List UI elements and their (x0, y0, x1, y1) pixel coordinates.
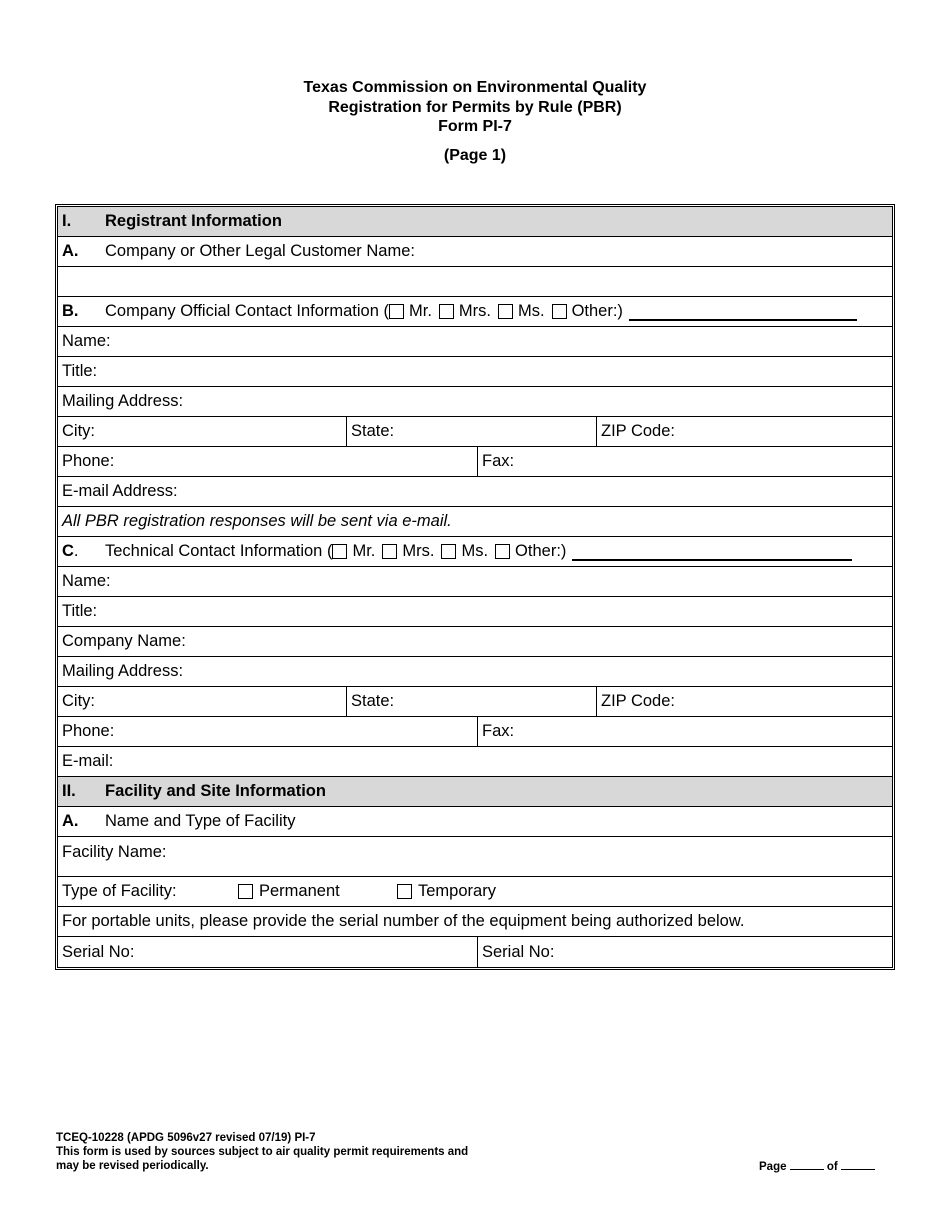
technical-ms-checkbox[interactable] (441, 544, 456, 559)
technical-mr-label: Mr. (352, 542, 376, 560)
technical-phone-field[interactable] (58, 717, 477, 746)
portable-note-row (58, 907, 892, 937)
technical-mr-checkbox[interactable] (332, 544, 347, 559)
section-1-number: I. (62, 212, 72, 230)
subsection-c-letter: C. (62, 542, 79, 560)
email-note-row (58, 507, 892, 537)
official-other-checkbox[interactable] (552, 304, 567, 319)
section-2-number: II. (62, 782, 76, 800)
technical-zip-label: ZIP Code: (601, 692, 675, 710)
subsection-a-row (58, 237, 892, 267)
technical-company-row[interactable] (58, 627, 892, 657)
official-mr-checkbox[interactable] (389, 304, 404, 319)
technical-mailing-label: Mailing Address: (62, 662, 184, 680)
technical-mrs-label: Mrs. (402, 542, 435, 560)
technical-title-label: Title: (62, 602, 98, 620)
form-header (0, 78, 950, 165)
technical-fax-field[interactable] (477, 717, 892, 746)
technical-city-state-zip-row (58, 687, 892, 717)
registration-form (55, 204, 895, 970)
footer-note-2: may be revised periodically. (56, 1160, 209, 1172)
technical-other-checkbox[interactable] (495, 544, 510, 559)
facility-type-row (58, 877, 892, 907)
temporary-label: Temporary (418, 882, 496, 900)
form-footer (56, 1131, 468, 1173)
facility-name-row[interactable] (58, 837, 892, 877)
page-count (759, 1159, 875, 1173)
technical-other-label: Other:) (515, 542, 567, 560)
technical-name-label: Name: (62, 572, 111, 590)
serial-no-2-label: Serial No: (482, 942, 555, 961)
footer-note-1: This form is used by sources subject to air quality permit requirements and (56, 1146, 469, 1158)
technical-city-field[interactable] (58, 687, 346, 716)
page-indicator: (Page 1) (443, 146, 507, 164)
section-2-subsection-a-row (58, 807, 892, 837)
facility-type-label: Type of Facility: (62, 882, 177, 900)
official-state-label: State: (351, 422, 395, 440)
temporary-checkbox[interactable] (397, 884, 412, 899)
section-2-title: Facility and Site Information (105, 782, 326, 800)
official-ms-label: Ms. (517, 302, 545, 320)
page-total-blank[interactable] (841, 1159, 875, 1170)
page-number-blank[interactable] (790, 1159, 824, 1170)
official-email-row[interactable] (58, 477, 892, 507)
official-fax-field[interactable] (477, 447, 892, 476)
official-ms-checkbox[interactable] (498, 304, 513, 319)
official-name-row[interactable] (58, 327, 892, 357)
section-2-header (58, 777, 892, 807)
section-1-header (58, 207, 892, 237)
official-phone-label: Phone: (62, 452, 115, 470)
official-phone-field[interactable] (58, 447, 477, 476)
subsection-c-row (58, 537, 892, 567)
form-code: TCEQ-10228 (APDG 5096v27 revised 07/19) PI-7 (56, 1132, 316, 1144)
official-contact-label: Company Official Contact Information ( (105, 302, 389, 320)
official-mailing-label: Mailing Address: (62, 392, 184, 410)
technical-city-label: City: (62, 692, 95, 710)
technical-mailing-row[interactable] (58, 657, 892, 687)
page-label: Page (759, 1161, 787, 1173)
technical-title-row[interactable] (58, 597, 892, 627)
agency-title: Texas Commission on Environmental Quality (303, 79, 647, 96)
technical-state-label: State: (351, 692, 395, 710)
technical-company-label: Company Name: (62, 632, 186, 650)
section-1-title: Registrant Information (105, 212, 282, 230)
of-label: of (826, 1161, 838, 1173)
official-zip-field[interactable] (596, 417, 892, 446)
technical-mrs-checkbox[interactable] (382, 544, 397, 559)
technical-email-label: E-mail: (62, 752, 114, 770)
facility-type-heading: Name and Type of Facility (105, 812, 296, 830)
permanent-checkbox[interactable] (238, 884, 253, 899)
form-number: Form PI-7 (438, 118, 512, 135)
official-city-field[interactable] (58, 417, 346, 446)
technical-state-field[interactable] (346, 687, 596, 716)
customer-name-field[interactable] (58, 267, 892, 297)
official-title-row[interactable] (58, 357, 892, 387)
official-email-label: E-mail Address: (62, 482, 178, 500)
serial-no-1-label: Serial No: (62, 942, 135, 961)
technical-zip-field[interactable] (596, 687, 892, 716)
official-title-label: Title: (62, 362, 98, 380)
technical-fax-label: Fax: (482, 722, 515, 740)
section-2-subsection-a-letter: A. (62, 812, 79, 830)
email-note: All PBR registration responses will be sent via e-mail. (62, 512, 452, 530)
official-mr-label: Mr. (408, 302, 432, 320)
technical-contact-label: Technical Contact Information ( (105, 542, 333, 560)
facility-name-label: Facility Name: (62, 842, 167, 861)
official-mrs-checkbox[interactable] (439, 304, 454, 319)
technical-email-row[interactable] (58, 747, 892, 777)
technical-other-blank[interactable] (572, 543, 852, 561)
serial-no-1-field[interactable] (58, 937, 477, 967)
serial-no-2-field[interactable] (477, 937, 892, 967)
customer-name-label: Company or Other Legal Customer Name: (105, 242, 415, 260)
official-phone-fax-row (58, 447, 892, 477)
subsection-b-row (58, 297, 892, 327)
subsection-b-letter: B. (62, 302, 79, 320)
official-zip-label: ZIP Code: (601, 422, 675, 440)
form-subtitle: Registration for Permits by Rule (PBR) (328, 98, 622, 116)
subsection-a-letter: A. (62, 242, 79, 260)
official-fax-label: Fax: (482, 452, 515, 470)
official-mrs-label: Mrs. (458, 302, 491, 320)
official-other-label: Other:) (571, 302, 623, 320)
serial-row (58, 937, 892, 967)
technical-name-row[interactable] (58, 567, 892, 597)
permanent-label: Permanent (259, 882, 340, 900)
official-mailing-row[interactable] (58, 387, 892, 417)
official-other-blank[interactable] (629, 303, 857, 321)
technical-phone-fax-row (58, 717, 892, 747)
technical-ms-label: Ms. (461, 542, 489, 560)
technical-phone-label: Phone: (62, 722, 115, 740)
official-city-state-zip-row (58, 417, 892, 447)
official-name-label: Name: (62, 332, 111, 350)
portable-note: For portable units, please provide the serial number of the equipment being authorized below. (62, 912, 745, 930)
official-city-label: City: (62, 422, 95, 440)
official-state-field[interactable] (346, 417, 596, 446)
